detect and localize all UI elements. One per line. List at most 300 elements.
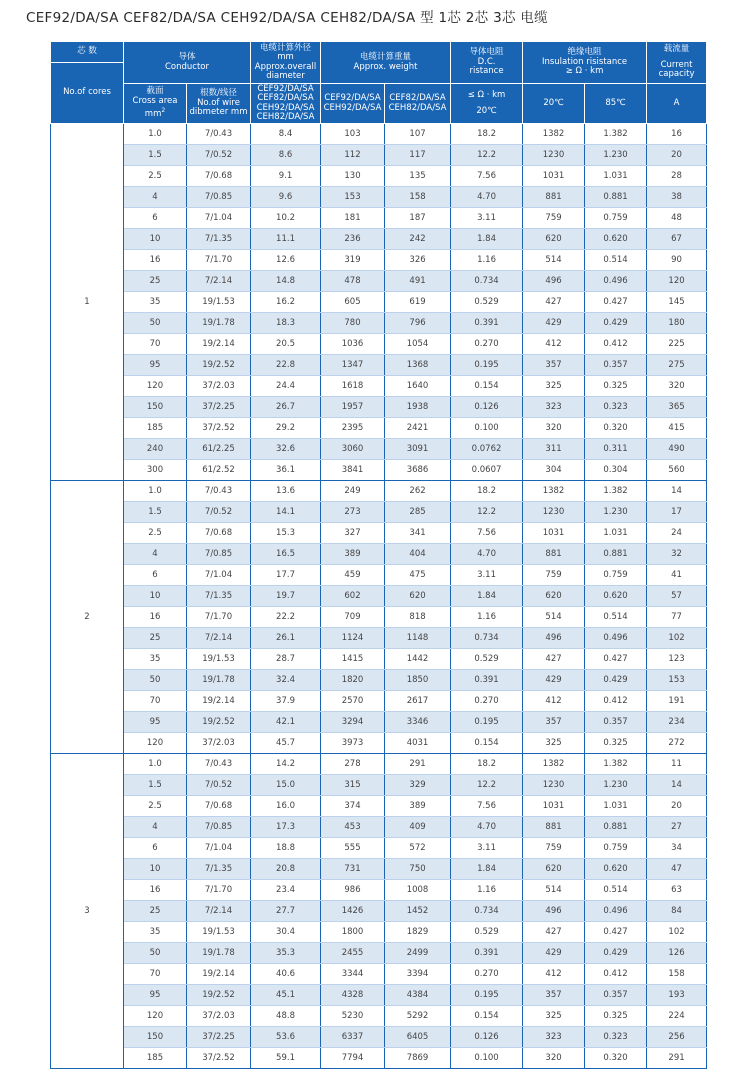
- table-cell: 0.391: [451, 313, 523, 334]
- table-cell: 619: [385, 292, 451, 313]
- table-cell: 35: [124, 649, 187, 670]
- table-cell: 3394: [385, 964, 451, 985]
- table-cell: 278: [321, 754, 385, 775]
- header-wire-cn: 根数/线径: [200, 88, 237, 99]
- table-cell: 20.8: [251, 859, 321, 880]
- table-cell: 19/2.14: [187, 691, 251, 712]
- table-cell: 0.391: [451, 670, 523, 691]
- table-cell: 2570: [321, 691, 385, 712]
- table-cell: 187: [385, 208, 451, 229]
- table-cell: 112: [321, 145, 385, 166]
- cable-spec-table: [50, 41, 707, 1069]
- table-row: [51, 124, 707, 145]
- table-cell: 242: [385, 229, 451, 250]
- table-cell: 37/2.52: [187, 418, 251, 439]
- table-cell: 0.311: [585, 439, 647, 460]
- table-cell: 0.320: [585, 418, 647, 439]
- table-cell: 256: [647, 1027, 707, 1048]
- table-cell: 35: [124, 922, 187, 943]
- table-cell: 291: [385, 754, 451, 775]
- table-cell: 18.2: [451, 481, 523, 502]
- table-cell: 19/1.53: [187, 922, 251, 943]
- table-cell: 27: [647, 817, 707, 838]
- table-cell: 0.154: [451, 733, 523, 754]
- header-current-en1: Current: [660, 59, 693, 70]
- header-diameter: [251, 42, 321, 84]
- table-cell: 6: [124, 565, 187, 586]
- table-cell: 514: [523, 250, 585, 271]
- table-cell: 1.0: [124, 481, 187, 502]
- table-cell: 881: [523, 187, 585, 208]
- table-cell: 0.126: [451, 1027, 523, 1048]
- table-cell: 0.325: [585, 1006, 647, 1027]
- table-cell: 329: [385, 775, 451, 796]
- table-row: [51, 229, 707, 250]
- table-cell: 429: [523, 313, 585, 334]
- table-cell: 22.2: [251, 607, 321, 628]
- table-cell: 0.323: [585, 1027, 647, 1048]
- table-cell: 123: [647, 649, 707, 670]
- table-cell: 95: [124, 712, 187, 733]
- header-weight-col1: CEF92/DA/SA CEH92/DA/SA: [321, 84, 385, 124]
- table-cell: 0.429: [585, 313, 647, 334]
- table-cell: 19/1.78: [187, 943, 251, 964]
- table-cell: 304: [523, 460, 585, 481]
- table-cell: 496: [523, 271, 585, 292]
- table-cell: 70: [124, 964, 187, 985]
- table-cell: 0.496: [585, 628, 647, 649]
- table-cell: 7/0.85: [187, 544, 251, 565]
- table-cell: 389: [321, 544, 385, 565]
- table-cell: 6: [124, 838, 187, 859]
- table-cell: 1230: [523, 502, 585, 523]
- table-cell: 32: [647, 544, 707, 565]
- header-insulation-en: Insulation risistance: [541, 56, 628, 67]
- header-section-unit: $mm^2$: [144, 107, 166, 120]
- table-cell: 326: [385, 250, 451, 271]
- table-cell: 37/2.52: [187, 1048, 251, 1069]
- table-cell: 0.100: [451, 1048, 523, 1069]
- table-cell: 0.734: [451, 901, 523, 922]
- table-cell: 1.16: [451, 880, 523, 901]
- table-cell: 236: [321, 229, 385, 250]
- table-row: [51, 397, 707, 418]
- table-cell: 0.100: [451, 418, 523, 439]
- table-cell: 2617: [385, 691, 451, 712]
- table-cell: 37/2.03: [187, 1006, 251, 1027]
- table-cell: 2421: [385, 418, 451, 439]
- table-cell: 7/0.52: [187, 145, 251, 166]
- table-row: [51, 355, 707, 376]
- table-row: [51, 733, 707, 754]
- table-cell: 7/1.35: [187, 586, 251, 607]
- table-cell: 22.8: [251, 355, 321, 376]
- table-cell: 6337: [321, 1027, 385, 1048]
- table-cell: 0.429: [585, 943, 647, 964]
- header-insulation-unit: ≥ Ω · km: [565, 66, 604, 77]
- table-cell: 19.7: [251, 586, 321, 607]
- table-cell: 28.7: [251, 649, 321, 670]
- table-row: [51, 649, 707, 670]
- table-cell: 1426: [321, 901, 385, 922]
- table-cell: 225: [647, 334, 707, 355]
- table-cell: 1.230: [585, 775, 647, 796]
- table-cell: 59.1: [251, 1048, 321, 1069]
- table-cell: 42.1: [251, 712, 321, 733]
- table-body: [51, 124, 707, 1069]
- table-cell: 0.514: [585, 250, 647, 271]
- header-conductor: [124, 42, 251, 84]
- table-cell: 45.7: [251, 733, 321, 754]
- table-cell: 3.11: [451, 565, 523, 586]
- table-cell: 572: [385, 838, 451, 859]
- table-cell: 412: [523, 964, 585, 985]
- table-row: [51, 544, 707, 565]
- table-row: [51, 565, 707, 586]
- header-resistance-cn: 导体电阻: [469, 47, 504, 58]
- table-cell: 490: [647, 439, 707, 460]
- table-cell: 759: [523, 838, 585, 859]
- table-cell: 3686: [385, 460, 451, 481]
- table-cell: 389: [385, 796, 451, 817]
- table-cell: 17.3: [251, 817, 321, 838]
- table-cell: 14.1: [251, 502, 321, 523]
- header-section-en: Cross area: [132, 95, 178, 106]
- table-cell: 3841: [321, 460, 385, 481]
- table-cell: 102: [647, 628, 707, 649]
- table-cell: 63: [647, 880, 707, 901]
- table-cell: 2.5: [124, 166, 187, 187]
- header-cores-cn: 芯 数: [51, 42, 124, 63]
- table-cell: 427: [523, 649, 585, 670]
- table-cell: 120: [124, 1006, 187, 1027]
- table-cell: 1.230: [585, 145, 647, 166]
- header-conductor-en: Conductor: [165, 61, 210, 72]
- table-cell: 555: [321, 838, 385, 859]
- table-row: [51, 250, 707, 271]
- table-cell: 3344: [321, 964, 385, 985]
- table-cell: 10: [124, 229, 187, 250]
- table-row: [51, 523, 707, 544]
- table-cell: 1382: [523, 481, 585, 502]
- table-cell: 4.70: [451, 187, 523, 208]
- table-cell: 1.5: [124, 145, 187, 166]
- table-cell: 0.734: [451, 271, 523, 292]
- table-cell: 12.2: [451, 502, 523, 523]
- table-cell: 0.620: [585, 229, 647, 250]
- table-cell: 620: [385, 586, 451, 607]
- table-cell: 0.514: [585, 880, 647, 901]
- table-cell: 6405: [385, 1027, 451, 1048]
- table-cell: 153: [321, 187, 385, 208]
- table-cell: 514: [523, 607, 585, 628]
- table-cell: 17.7: [251, 565, 321, 586]
- table-cell: 0.154: [451, 1006, 523, 1027]
- table-row: [51, 187, 707, 208]
- table-cell: 70: [124, 691, 187, 712]
- table-cell: 311: [523, 439, 585, 460]
- table-cell: 0.154: [451, 376, 523, 397]
- table-cell: 57: [647, 586, 707, 607]
- table-cell: 20: [647, 145, 707, 166]
- table-cell: 1829: [385, 922, 451, 943]
- table-cell: 496: [523, 628, 585, 649]
- table-cell: 3294: [321, 712, 385, 733]
- table-cell: 0.270: [451, 964, 523, 985]
- header-resistance-temp: 20℃: [476, 105, 497, 116]
- table-cell: 27.7: [251, 901, 321, 922]
- header-wire: [187, 84, 251, 124]
- table-cell: 1230: [523, 775, 585, 796]
- table-row: [51, 691, 707, 712]
- table-cell: 18.2: [451, 124, 523, 145]
- table-cell: 240: [124, 439, 187, 460]
- table-cell: 1.5: [124, 502, 187, 523]
- table-cell: 750: [385, 859, 451, 880]
- table-cell: 620: [523, 229, 585, 250]
- table-cell: 323: [523, 1027, 585, 1048]
- table-cell: 19/1.53: [187, 292, 251, 313]
- table-cell: 3.11: [451, 838, 523, 859]
- table-cell: 1.0: [124, 124, 187, 145]
- table-row: [51, 712, 707, 733]
- table-cell: 319: [321, 250, 385, 271]
- table-cell: 0.620: [585, 859, 647, 880]
- table-cell: 0.427: [585, 292, 647, 313]
- table-row: [51, 880, 707, 901]
- table-cell: 0.412: [585, 964, 647, 985]
- table-cell: 357: [523, 712, 585, 733]
- table-cell: 7/0.43: [187, 754, 251, 775]
- table-cell: 986: [321, 880, 385, 901]
- table-cell: 37/2.03: [187, 733, 251, 754]
- table-cell: 0.0607: [451, 460, 523, 481]
- table-cell: 150: [124, 397, 187, 418]
- table-cell: 32.6: [251, 439, 321, 460]
- table-cell: 15.0: [251, 775, 321, 796]
- table-row: [51, 1006, 707, 1027]
- table-row: [51, 817, 707, 838]
- table-cell: 18.2: [451, 754, 523, 775]
- table-cell: 48: [647, 208, 707, 229]
- table-cell: 7/2.14: [187, 901, 251, 922]
- header-resistance-en2: ristance: [469, 66, 504, 77]
- table-cell: 0.412: [585, 691, 647, 712]
- table-cell: 620: [523, 586, 585, 607]
- table-cell: 185: [124, 418, 187, 439]
- table-row: [51, 901, 707, 922]
- table-cell: 26.1: [251, 628, 321, 649]
- table-cell: 126: [647, 943, 707, 964]
- table-row: [51, 607, 707, 628]
- table-cell: 18.8: [251, 838, 321, 859]
- table-cell: 496: [523, 901, 585, 922]
- table-row: [51, 418, 707, 439]
- header-wire-en2: dibmeter mm: [189, 107, 248, 118]
- table-cell: 18.3: [251, 313, 321, 334]
- table-cell: 1452: [385, 901, 451, 922]
- table-cell: 514: [523, 880, 585, 901]
- header-wire-en1: No.of wire: [197, 97, 240, 108]
- table-cell: 45.1: [251, 985, 321, 1006]
- table-cell: 374: [321, 796, 385, 817]
- table-cell: 560: [647, 460, 707, 481]
- table-cell: 3.11: [451, 208, 523, 229]
- page-title: CEF92/DA/SA CEF82/DA/SA CEH92/DA/SA CEH82/DA/SA 型 1芯 2芯 3芯 电缆: [26, 10, 548, 26]
- table-cell: 16.2: [251, 292, 321, 313]
- table-cell: 14: [647, 481, 707, 502]
- table-row: [51, 439, 707, 460]
- table-row: [51, 334, 707, 355]
- table-cell: 325: [523, 376, 585, 397]
- table-cell: 262: [385, 481, 451, 502]
- table-cell: 404: [385, 544, 451, 565]
- table-cell: 1.16: [451, 250, 523, 271]
- table-cell: 881: [523, 544, 585, 565]
- table-cell: 1415: [321, 649, 385, 670]
- table-cell: 1008: [385, 880, 451, 901]
- table-cell: 50: [124, 943, 187, 964]
- table-cell: 0.429: [585, 670, 647, 691]
- table-cell: 1031: [523, 796, 585, 817]
- table-cell: 1.5: [124, 775, 187, 796]
- table-cell: 50: [124, 670, 187, 691]
- table-cell: 1.031: [585, 523, 647, 544]
- header-section: [124, 84, 187, 124]
- table-cell: 19/2.52: [187, 712, 251, 733]
- core-count-cell: 2: [51, 481, 124, 754]
- table-row: [51, 922, 707, 943]
- table-cell: 4: [124, 187, 187, 208]
- table-cell: 224: [647, 1006, 707, 1027]
- table-cell: 412: [523, 334, 585, 355]
- table-cell: 14.8: [251, 271, 321, 292]
- table-cell: 120: [124, 376, 187, 397]
- table-cell: 315: [321, 775, 385, 796]
- table-cell: 47: [647, 859, 707, 880]
- table-cell: 61/2.52: [187, 460, 251, 481]
- table-cell: 429: [523, 943, 585, 964]
- table-row: [51, 145, 707, 166]
- table-cell: 29.2: [251, 418, 321, 439]
- header-current-en2: capacity: [658, 69, 695, 80]
- table-cell: 120: [647, 271, 707, 292]
- table-cell: 25: [124, 901, 187, 922]
- table-cell: 4.70: [451, 544, 523, 565]
- table-cell: 0.759: [585, 565, 647, 586]
- table-cell: 3973: [321, 733, 385, 754]
- table-cell: 38: [647, 187, 707, 208]
- table-cell: 23.4: [251, 880, 321, 901]
- header-current-unit: A: [647, 84, 707, 124]
- table-cell: 1.382: [585, 754, 647, 775]
- table-cell: 0.881: [585, 544, 647, 565]
- table-cell: 0.270: [451, 691, 523, 712]
- table-cell: 150: [124, 1027, 187, 1048]
- table-cell: 90: [647, 250, 707, 271]
- table-cell: 0.325: [585, 376, 647, 397]
- header-insulation-cn: 绝缘电阻: [567, 47, 602, 58]
- table-cell: 415: [647, 418, 707, 439]
- table-cell: 275: [647, 355, 707, 376]
- table-cell: 14.2: [251, 754, 321, 775]
- table-cell: 491: [385, 271, 451, 292]
- table-cell: 19/2.52: [187, 355, 251, 376]
- table-cell: 1.16: [451, 607, 523, 628]
- header-resistance: [451, 42, 523, 84]
- table-cell: 8.6: [251, 145, 321, 166]
- header-weight-col2: CEF82/DA/SA CEH82/DA/SA: [385, 84, 451, 124]
- table-cell: 180: [647, 313, 707, 334]
- table-cell: 7/0.43: [187, 481, 251, 502]
- table-cell: 7/1.04: [187, 565, 251, 586]
- table-cell: 7/2.14: [187, 628, 251, 649]
- table-cell: 193: [647, 985, 707, 1006]
- table-cell: 1368: [385, 355, 451, 376]
- table-cell: 158: [647, 964, 707, 985]
- table-cell: 427: [523, 292, 585, 313]
- table-cell: 341: [385, 523, 451, 544]
- table-cell: 16.0: [251, 796, 321, 817]
- table-cell: 24.4: [251, 376, 321, 397]
- header-resistance-en1: D.C.: [477, 56, 496, 67]
- table-row: [51, 271, 707, 292]
- table-cell: 15.3: [251, 523, 321, 544]
- header-section-cn: 截面: [146, 86, 164, 97]
- table-cell: 1.84: [451, 586, 523, 607]
- header-conductor-cn: 导体: [178, 52, 196, 62]
- table-cell: 1.382: [585, 124, 647, 145]
- table-row: [51, 859, 707, 880]
- table-cell: 0.496: [585, 271, 647, 292]
- table-cell: 19/2.14: [187, 964, 251, 985]
- table-cell: 34: [647, 838, 707, 859]
- table-cell: 0.325: [585, 733, 647, 754]
- table-cell: 0.620: [585, 586, 647, 607]
- table-cell: 0.759: [585, 208, 647, 229]
- table-cell: 0.529: [451, 922, 523, 943]
- table-cell: 17: [647, 502, 707, 523]
- core-count-cell: 1: [51, 124, 124, 481]
- table-cell: 95: [124, 355, 187, 376]
- table-cell: 300: [124, 460, 187, 481]
- table-cell: 0.427: [585, 922, 647, 943]
- table-cell: 77: [647, 607, 707, 628]
- table-cell: 50: [124, 313, 187, 334]
- table-cell: 759: [523, 565, 585, 586]
- table-cell: 40.6: [251, 964, 321, 985]
- table-cell: 2395: [321, 418, 385, 439]
- table-cell: 4: [124, 544, 187, 565]
- table-cell: 0.304: [585, 460, 647, 481]
- table-cell: 285: [385, 502, 451, 523]
- table-cell: 7/1.70: [187, 250, 251, 271]
- table-cell: 7/0.85: [187, 187, 251, 208]
- header-resistance-unit: ≤ Ω · km: [467, 90, 506, 100]
- table-cell: 1442: [385, 649, 451, 670]
- table-cell: 4384: [385, 985, 451, 1006]
- table-cell: 7.56: [451, 166, 523, 187]
- table-cell: 1347: [321, 355, 385, 376]
- table-cell: 19/2.14: [187, 334, 251, 355]
- table-cell: 1382: [523, 754, 585, 775]
- table-cell: 0.357: [585, 712, 647, 733]
- table-cell: 25: [124, 271, 187, 292]
- table-cell: 67: [647, 229, 707, 250]
- table-cell: 7/1.35: [187, 229, 251, 250]
- table-cell: 4328: [321, 985, 385, 1006]
- table-cell: 7869: [385, 1048, 451, 1069]
